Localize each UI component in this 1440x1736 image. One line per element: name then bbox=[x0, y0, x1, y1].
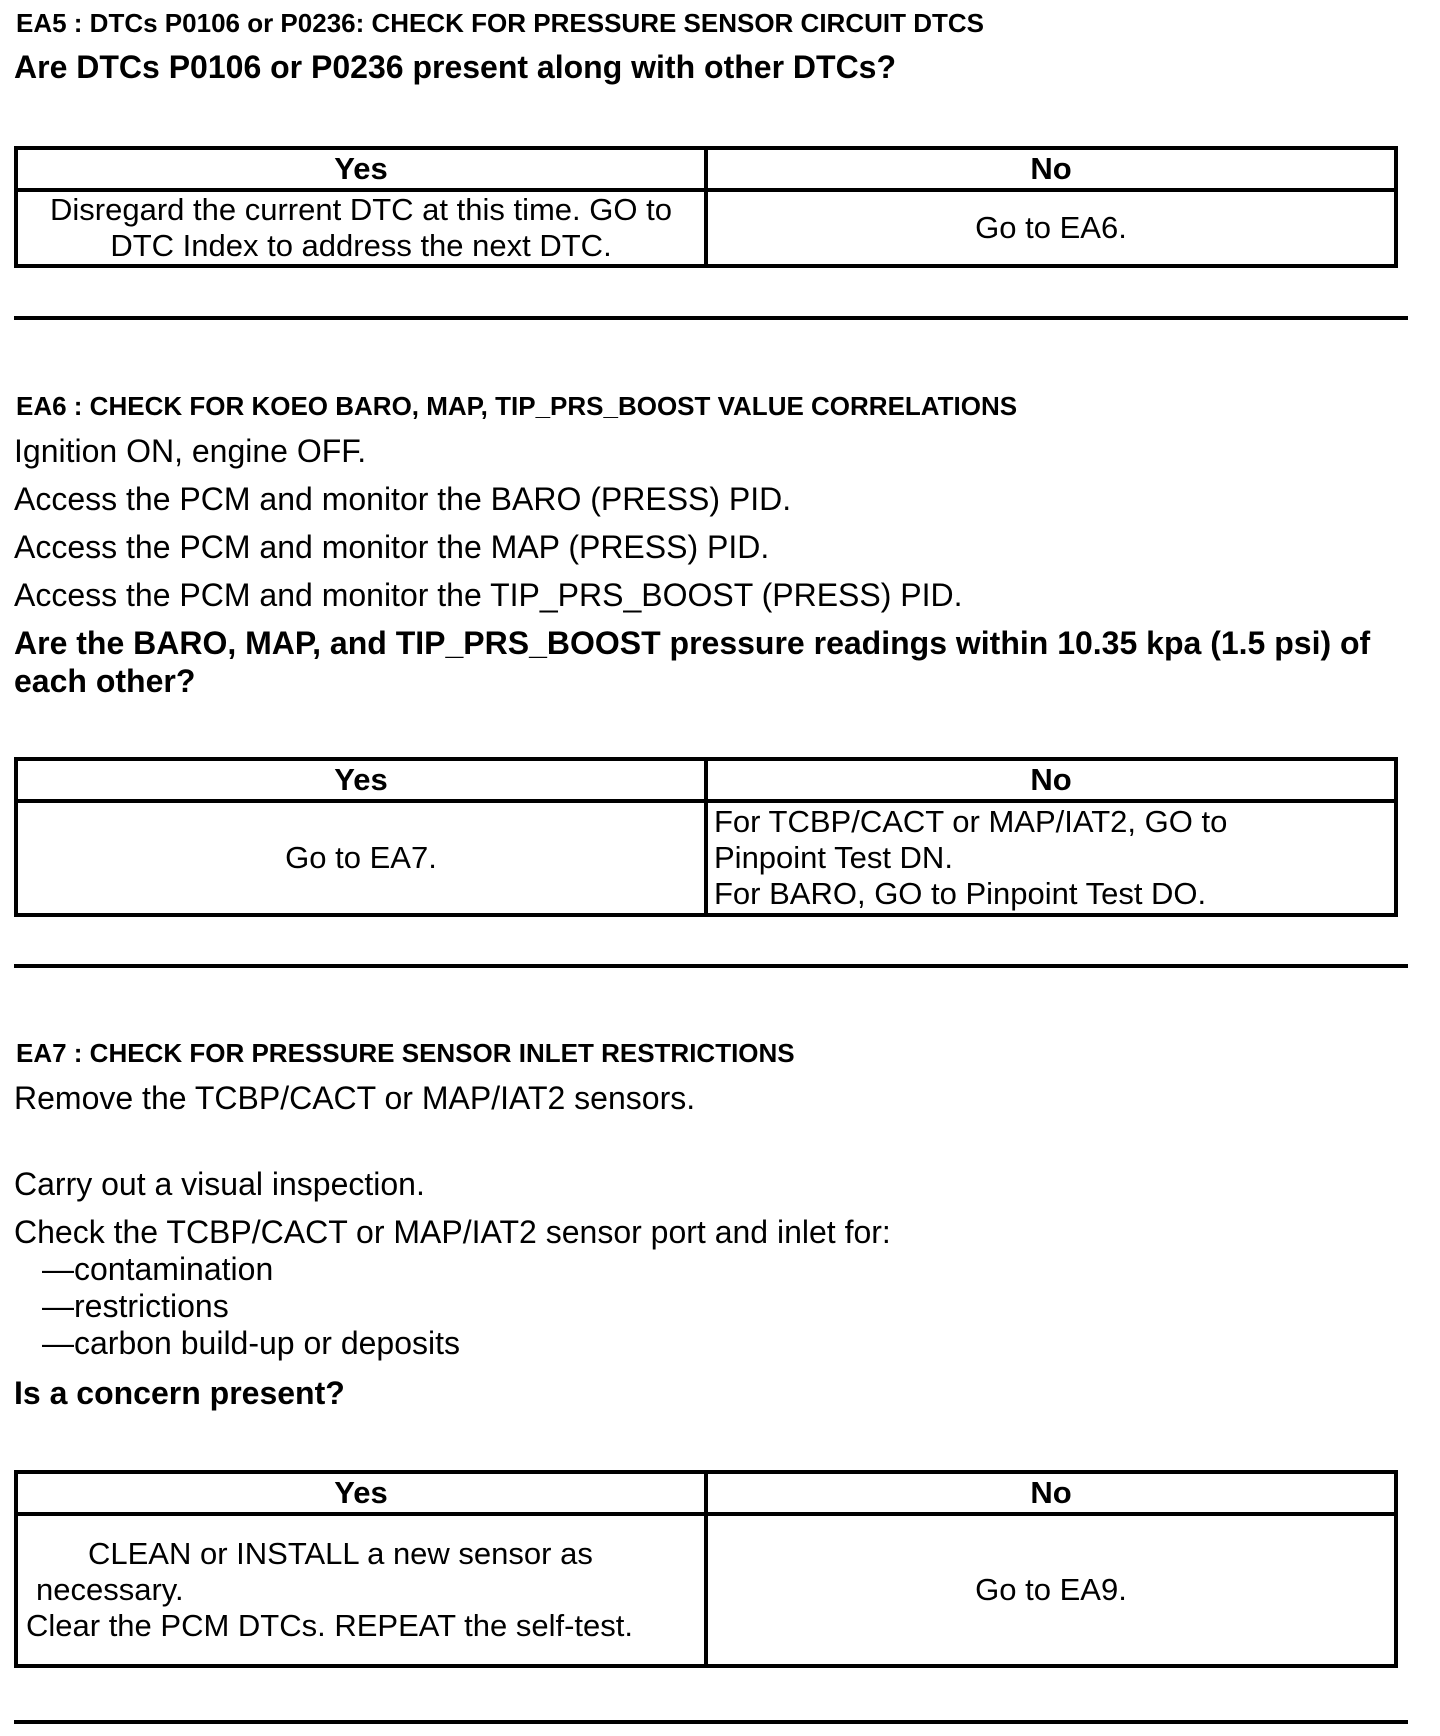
ea7-no-cell bbox=[706, 1514, 1396, 1666]
ea6-no-line: For BARO, GO to Pinpoint Test DO. bbox=[714, 876, 1207, 911]
ea5-heading: EA5 : DTCs P0106 or P0236: CHECK FOR PRESSURE SENSOR CIRCUIT DTCS bbox=[16, 8, 984, 38]
ea7-yes-cell bbox=[16, 1514, 706, 1666]
ea7-no-line: Go to EA9. bbox=[975, 1572, 1127, 1607]
ea6-heading: EA6 : CHECK FOR KOEO BARO, MAP, TIP_PRS_BOOST VALUE CORRELATIONS bbox=[16, 391, 1018, 421]
ea6-step: Access the PCM and monitor the MAP (PRESS) PID. bbox=[14, 529, 770, 565]
ea5-no-line: Go to EA6. bbox=[975, 210, 1127, 245]
ea6-step: Access the PCM and monitor the BARO (PRESS) PID. bbox=[14, 481, 792, 517]
ea7-yes-header: Yes bbox=[16, 1472, 706, 1514]
section-divider bbox=[14, 316, 1408, 320]
ea6-question: Are the BARO, MAP, and TIP_PRS_BOOST pressure readings within 10.35 kpa (1.5 psi) of each other? bbox=[14, 625, 1371, 699]
ea7-yes-line: Clear the PCM DTCs. REPEAT the self-test. bbox=[26, 1608, 633, 1643]
ea6-step: Access the PCM and monitor the TIP_PRS_BOOST (PRESS) PID. bbox=[14, 577, 963, 613]
ea7-question: Is a concern present? bbox=[14, 1375, 345, 1411]
ea7-yes-no-table bbox=[14, 1470, 1398, 1668]
ea5-yes-line: DTC Index to address the next DTC. bbox=[110, 228, 612, 263]
ea6-no-line: Pinpoint Test DN. bbox=[714, 840, 953, 875]
ea6-no-line: For TCBP/CACT or MAP/IAT2, GO to bbox=[714, 804, 1228, 839]
ea5-yes-header: Yes bbox=[16, 148, 706, 190]
ea6-yes-header: Yes bbox=[16, 759, 706, 801]
section-divider bbox=[14, 1720, 1408, 1724]
ea6-yes-cell bbox=[16, 801, 706, 915]
ea7-step: Carry out a visual inspection. bbox=[14, 1166, 425, 1202]
ea5-no-cell bbox=[706, 190, 1396, 266]
ea7-no-header: No bbox=[706, 1472, 1396, 1514]
ea7-bullet: —carbon build-up or deposits bbox=[42, 1325, 461, 1361]
ea6-no-cell bbox=[706, 801, 1396, 915]
ea5-no-header: No bbox=[706, 148, 1396, 190]
ea5-yes-line: Disregard the current DTC at this time. GO to bbox=[50, 192, 672, 227]
ea6-yes-line: Go to EA7. bbox=[285, 840, 437, 875]
ea7-heading: EA7 : CHECK FOR PRESSURE SENSOR INLET RESTRICTIONS bbox=[16, 1038, 795, 1068]
ea6-step: Ignition ON, engine OFF. bbox=[14, 433, 367, 469]
ea5-yes-no-table bbox=[14, 146, 1398, 268]
ea7-bullet: —restrictions bbox=[42, 1288, 229, 1324]
ea6-no-header: No bbox=[706, 759, 1396, 801]
ea5-yes-cell bbox=[16, 190, 706, 266]
ea5-question: Are DTCs P0106 or P0236 present along with other DTCs? bbox=[14, 49, 897, 85]
ea7-yes-line: CLEAN or INSTALL a new sensor as bbox=[88, 1536, 593, 1571]
ea7-bullet: —contamination bbox=[42, 1251, 274, 1287]
ea6-yes-no-table bbox=[14, 757, 1398, 917]
ea7-step: Remove the TCBP/CACT or MAP/IAT2 sensors. bbox=[14, 1080, 696, 1116]
ea7-step: Check the TCBP/CACT or MAP/IAT2 sensor port and inlet for: bbox=[14, 1214, 891, 1250]
ea7-yes-line: necessary. bbox=[36, 1572, 184, 1607]
section-divider bbox=[14, 964, 1408, 968]
